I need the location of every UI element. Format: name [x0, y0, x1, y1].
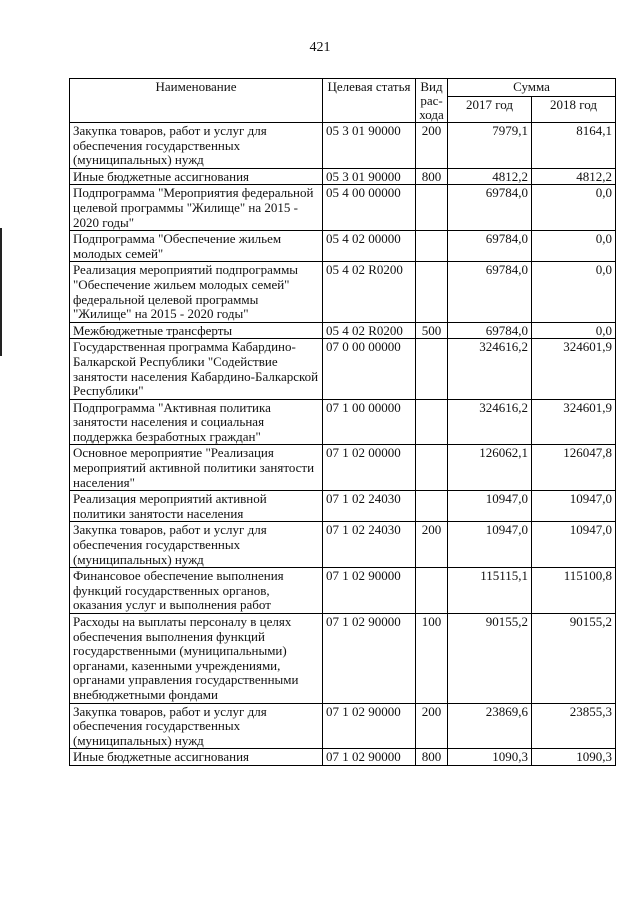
row-2017-amount-cell: 69784,0: [448, 185, 532, 231]
row-name-cell: Расходы на выплаты персоналу в целях обеспечения выполнения функций государственными (муниципальными) органами, казенными учреждениями, органами управления государственными внебюджетными фондами: [70, 614, 323, 704]
row-target-article-cell: 05 4 02 R0200: [323, 262, 416, 322]
row-2017-amount-cell: 10947,0: [448, 522, 532, 568]
row-2018-amount-cell: 10947,0: [532, 522, 616, 568]
table-header: [70, 79, 616, 123]
table-row: [70, 322, 616, 339]
row-expense-kind-cell: 500: [416, 322, 448, 339]
row-target-article-cell: 07 1 02 90000: [323, 749, 416, 766]
row-name-cell: Иные бюджетные ассигнования: [70, 749, 323, 766]
row-2017-amount-cell: 23869,6: [448, 703, 532, 749]
row-name-cell: Иные бюджетные ассигнования: [70, 168, 323, 185]
table-row: [70, 231, 616, 262]
table-row: [70, 568, 616, 614]
row-expense-kind-cell: [416, 491, 448, 522]
row-2017-amount-cell: 69784,0: [448, 231, 532, 262]
row-target-article-cell: 05 4 02 R0200: [323, 322, 416, 339]
row-2018-amount-cell: 90155,2: [532, 614, 616, 704]
row-2017-amount-cell: 324616,2: [448, 339, 532, 399]
row-2017-amount-cell: 4812,2: [448, 168, 532, 185]
header-year-2018: 2018 год: [532, 97, 616, 123]
row-2018-amount-cell: 115100,8: [532, 568, 616, 614]
row-target-article-cell: 05 4 02 00000: [323, 231, 416, 262]
row-expense-kind-cell: [416, 568, 448, 614]
row-2018-amount-cell: 4812,2: [532, 168, 616, 185]
header-expense-kind: Вид рас-хода: [416, 79, 448, 123]
table-body: [70, 123, 616, 766]
page-number: 421: [309, 40, 331, 55]
row-name-cell: Закупка товаров, работ и услуг для обеспечения государственных (муниципальных) нужд: [70, 123, 323, 169]
row-name-cell: Закупка товаров, работ и услуг для обеспечения государственных (муниципальных) нужд: [70, 703, 323, 749]
table-row: [70, 262, 616, 322]
row-name-cell: Основное мероприятие "Реализация мероприятий активной политики занятости населения": [70, 445, 323, 491]
row-name-cell: Реализация мероприятий подпрограммы "Обеспечение жильем молодых семей" федеральной целевой программы "Жилище" на 2015 - 2020 годы": [70, 262, 323, 322]
row-expense-kind-cell: [416, 399, 448, 445]
row-2017-amount-cell: 69784,0: [448, 322, 532, 339]
row-expense-kind-cell: 200: [416, 522, 448, 568]
row-2018-amount-cell: 0,0: [532, 231, 616, 262]
row-2018-amount-cell: 23855,3: [532, 703, 616, 749]
row-target-article-cell: 07 0 00 00000: [323, 339, 416, 399]
row-2018-amount-cell: 0,0: [532, 185, 616, 231]
table-row: [70, 703, 616, 749]
table-row: [70, 614, 616, 704]
row-expense-kind-cell: 100: [416, 614, 448, 704]
row-2018-amount-cell: 324601,9: [532, 399, 616, 445]
row-2018-amount-cell: 0,0: [532, 262, 616, 322]
row-expense-kind-cell: 800: [416, 168, 448, 185]
table-row: [70, 399, 616, 445]
row-expense-kind-cell: [416, 262, 448, 322]
header-name: Наименование: [70, 79, 323, 123]
row-target-article-cell: 07 1 02 90000: [323, 614, 416, 704]
row-target-article-cell: 07 1 02 90000: [323, 703, 416, 749]
row-2017-amount-cell: 7979,1: [448, 123, 532, 169]
row-expense-kind-cell: 200: [416, 123, 448, 169]
row-name-cell: Государственная программа Кабардино-Балкарской Республики "Содействие занятости населения Кабардино-Балкарской Республики": [70, 339, 323, 399]
row-2018-amount-cell: 10947,0: [532, 491, 616, 522]
header-sum: Сумма: [448, 79, 616, 97]
row-name-cell: Подпрограмма "Обеспечение жильем молодых семей": [70, 231, 323, 262]
table-row: [70, 749, 616, 766]
row-expense-kind-cell: [416, 339, 448, 399]
row-2017-amount-cell: 115115,1: [448, 568, 532, 614]
row-expense-kind-cell: 800: [416, 749, 448, 766]
row-2018-amount-cell: 8164,1: [532, 123, 616, 169]
header-year-2017: 2017 год: [448, 97, 532, 123]
row-target-article-cell: 07 1 02 90000: [323, 568, 416, 614]
budget-table: [69, 78, 616, 766]
row-expense-kind-cell: [416, 445, 448, 491]
row-2017-amount-cell: 1090,3: [448, 749, 532, 766]
row-2017-amount-cell: 324616,2: [448, 399, 532, 445]
row-name-cell: Подпрограмма "Активная политика занятости населения и социальная поддержка безработных граждан": [70, 399, 323, 445]
row-target-article-cell: 07 1 02 24030: [323, 522, 416, 568]
row-name-cell: Межбюджетные трансферты: [70, 322, 323, 339]
row-expense-kind-cell: [416, 185, 448, 231]
row-target-article-cell: 05 4 00 00000: [323, 185, 416, 231]
header-target-article: Целевая статья: [323, 79, 416, 123]
row-2018-amount-cell: 0,0: [532, 322, 616, 339]
table-row: [70, 491, 616, 522]
table-row: [70, 168, 616, 185]
row-target-article-cell: 05 3 01 90000: [323, 123, 416, 169]
row-name-cell: Реализация мероприятий активной политики занятости населения: [70, 491, 323, 522]
scan-edge-mark: [0, 228, 2, 356]
table-row: [70, 522, 616, 568]
row-expense-kind-cell: [416, 231, 448, 262]
row-target-article-cell: 07 1 00 00000: [323, 399, 416, 445]
row-name-cell: Подпрограмма "Мероприятия федеральной целевой программы "Жилище" на 2015 - 2020 годы": [70, 185, 323, 231]
row-expense-kind-cell: 200: [416, 703, 448, 749]
row-target-article-cell: 07 1 02 00000: [323, 445, 416, 491]
row-name-cell: Финансовое обеспечение выполнения функций государственных органов, оказания услуг и выполнения работ: [70, 568, 323, 614]
table-row: [70, 445, 616, 491]
table-row: [70, 185, 616, 231]
row-target-article-cell: 05 3 01 90000: [323, 168, 416, 185]
row-2018-amount-cell: 126047,8: [532, 445, 616, 491]
row-2018-amount-cell: 1090,3: [532, 749, 616, 766]
row-name-cell: Закупка товаров, работ и услуг для обеспечения государственных (муниципальных) нужд: [70, 522, 323, 568]
row-2017-amount-cell: 10947,0: [448, 491, 532, 522]
row-target-article-cell: 07 1 02 24030: [323, 491, 416, 522]
row-2018-amount-cell: 324601,9: [532, 339, 616, 399]
row-2017-amount-cell: 126062,1: [448, 445, 532, 491]
row-2017-amount-cell: 90155,2: [448, 614, 532, 704]
row-2017-amount-cell: 69784,0: [448, 262, 532, 322]
table-row: [70, 123, 616, 169]
table-row: [70, 339, 616, 399]
